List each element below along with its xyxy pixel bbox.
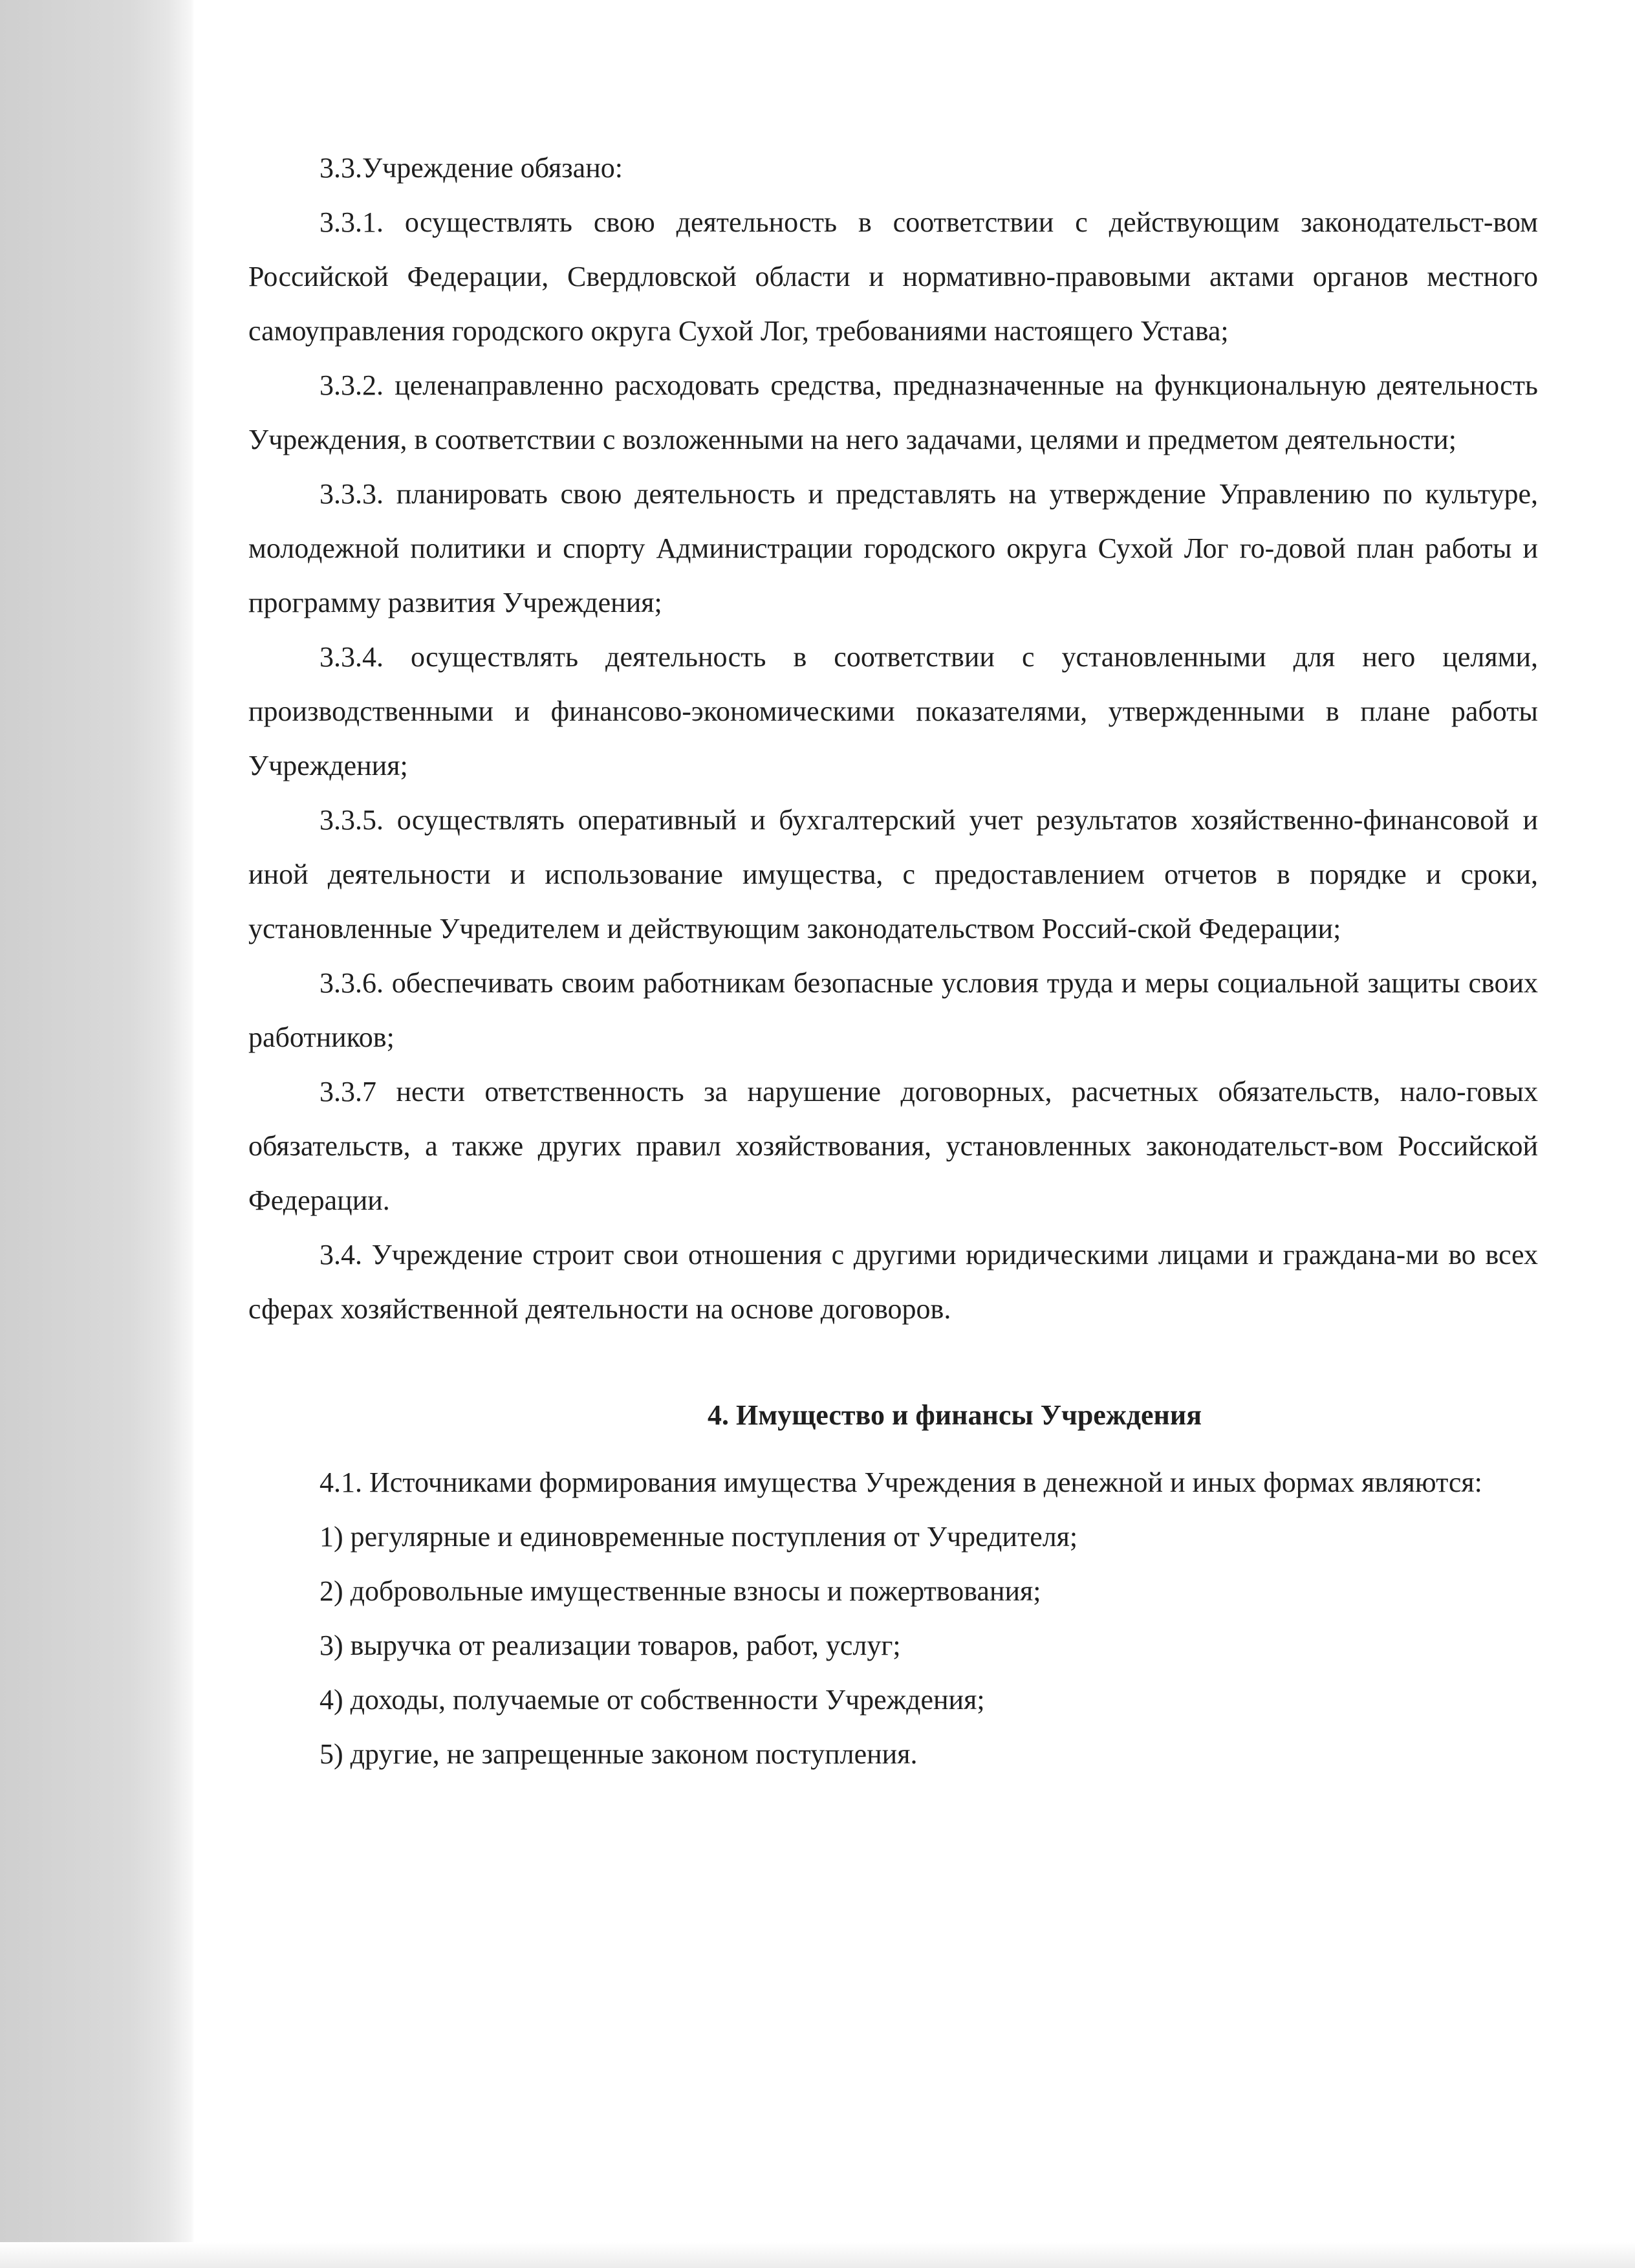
list-item: 1) регулярные и единовременные поступления от Учредителя; [319, 1521, 1078, 1553]
list-item: 3) выручка от реализации товаров, работ, услуг; [319, 1630, 901, 1661]
section-4-heading: 4. Имущество и финансы Учреждения [707, 1399, 1202, 1431]
paragraph-3-3-7: 3.3.7 нести ответственность за нарушение договорных, расчетных обязательств, нало-говых обязательств, а также других правил хозяйствования, установленных законодательст-вом Российской Федерации. [248, 1076, 1538, 1216]
section-spacer [248, 1336, 1538, 1388]
paragraph-3-3-3: 3.3.3. планировать свою деятельность и представлять на утверждение Управлению по культуре, молодежной политики и спорту Администрации городского округа Сухой Лог го-довой план работы и программу развития Учреждения; [248, 478, 1538, 618]
paragraph-3-3-5: 3.3.5. осуществлять оперативный и бухгалтерский учет результатов хозяйственно-финансовой и иной деятельности и использование имущества, с предоставлением отчетов в порядке и сроки, установленные Учредителем и действующим законодательством Россий-ской Федерации; [248, 804, 1538, 944]
list-item: 4) доходы, получаемые от собственности Учреждения; [319, 1684, 985, 1716]
paragraph-3-4: 3.4. Учреждение строит свои отношения с другими юридическими лицами и граждана-ми во всех сферах хозяйственной деятельности на основе договоров. [248, 1239, 1538, 1325]
list-item: 2) добровольные имущественные взносы и пожертвования; [319, 1575, 1041, 1607]
paragraph-3-3-4: 3.3.4. осуществлять деятельность в соответствии с установленными для него целями, производственными и финансово-экономическими показателями, утвержденными в плане работы Учреждения; [248, 641, 1538, 781]
paragraph-3-3: 3.3.Учреждение обязано: [319, 152, 623, 184]
paragraph-3-3-1: 3.3.1. осуществлять свою деятельность в соответствии с действующим законодательст-вом Российской Федерации, Свердловской области и нормативно-правовыми актами органов местного самоуправления городского округа Сухой Лог, требованиями настоящего Устава; [248, 206, 1538, 347]
document-page [248, 141, 1538, 1782]
scan-shadow-left [0, 0, 194, 2268]
scan-shadow-bottom [0, 2242, 1635, 2268]
paragraph-3-3-2: 3.3.2. целенаправленно расходовать средства, предназначенные на функциональную деятельность Учреждения, в соответствии с возложенными на него задачами, целями и предметом деятельности; [248, 369, 1538, 455]
paragraph-3-3-6: 3.3.6. обеспечивать своим работникам безопасные условия труда и меры социальной защиты своих работников; [248, 967, 1538, 1053]
paragraph-4-1: 4.1. Источниками формирования имущества Учреждения в денежной и иных формах являются: [319, 1467, 1482, 1498]
list-item: 5) другие, не запрещенные законом поступления. [319, 1738, 918, 1770]
